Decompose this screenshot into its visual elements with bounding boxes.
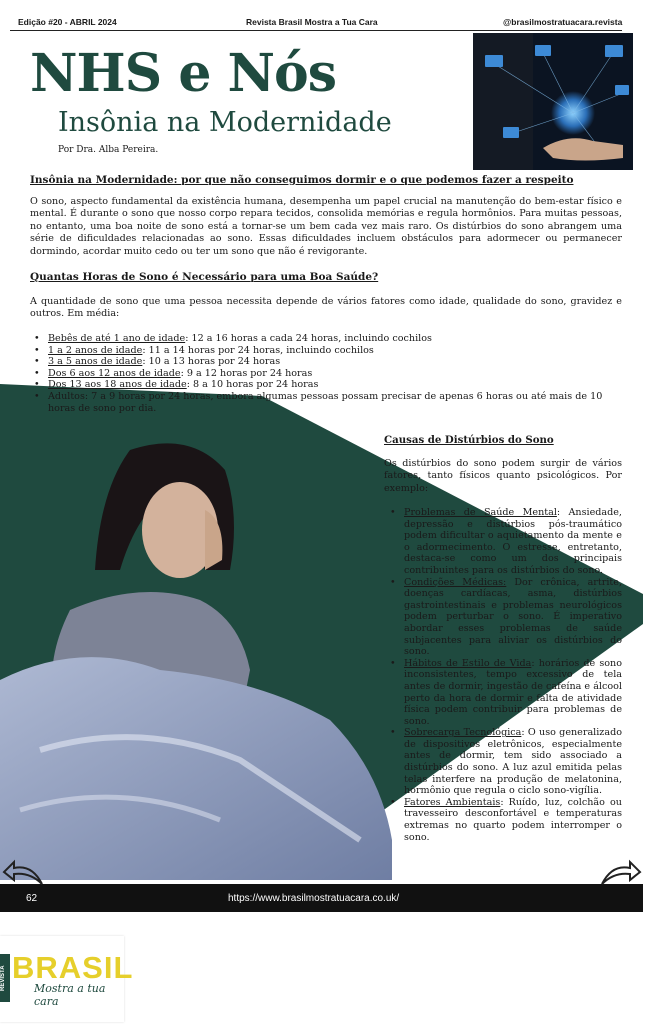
list-item: • Sobrecarga Tecnológica: O uso generalizado de dispositivos eletrônicos, especialmente antes de dormir, tem sido associado a distúrbios do sono. A luz azul emitida pelas telas interfere na produção de melatonina, hormônio que regula o ciclo sono-vigília. (386, 727, 622, 797)
list-item: • Dos 13 aos 18 anos de idade: 8 a 10 horas por 24 horas (30, 379, 624, 391)
causes-list (386, 507, 622, 843)
hours-paragraph: A quantidade de sono que uma pessoa necessita depende de vários fatores como idade, qualidade do sono, gravidez e outros. Em média: (30, 296, 622, 320)
logo-tagline: Mostra a tua cara (34, 982, 106, 1008)
list-item: • Adultos: 7 a 9 horas por 24 horas, embora algumas pessoas possam precisar de apenas 6 horas ou até mais de 10 horas de sono por dia. (30, 391, 624, 414)
hours-heading: Quantas Horas de Sono é Necessário para uma Boa Saúde? (30, 271, 379, 283)
insomnia-woman-photo (0, 420, 392, 880)
list-item: • Dos 6 aos 12 anos de idade: 9 a 12 horas por 24 horas (30, 368, 624, 380)
intro-paragraph: O sono, aspecto fundamental da existência humana, desempenha um papel crucial na manutenção do bem-estar físico e mental. É durante o sono que nosso corpo repara tecidos, consolida memórias e regula hormônios. Para muitas pessoas, no entanto, uma boa noite de sono está a tornar-se um bem cada vez mais raro. Os distúrbios do sono abrangem uma série de dificuldades relacionadas ao sono. Essas dificuldades incluem obstáculos para adormecer ou permanecer dormindo, acordar muito cedo ou ter um sono que não é revigorante. (30, 196, 622, 257)
list-item: • Problemas de Saúde Mental: Ansiedade, depressão e distúrbios pós-traumático podem dificultar o aquietamento da mente e o adormecimento. O estresse, entretanto, destaca-se como um dos principais contribuintes para os distúrbios do sono. (386, 507, 622, 577)
next-page-arrow-icon[interactable] (598, 858, 642, 888)
logo-name: BRASIL (12, 950, 134, 985)
social-handle: @brasilmostratuacara.revista (503, 17, 623, 27)
list-item: • 3 a 5 anos de idade: 10 a 13 horas por 24 horas (30, 356, 624, 368)
list-item: • Fatores Ambientais: Ruído, luz, colchão ou travesseiro desconfortável e temperaturas extremas no quarto podem interromper o sono. (386, 797, 622, 843)
list-item: • Condições Médicas: Dor crônica, artrite, doenças cardíacas, asma, distúrbios gastrointestinais e problemas neurológicos podem perturbar o sono. É imperativo abordar esses problemas de saúde subjacentes para aliviar os distúrbios do sono. (386, 577, 622, 658)
causes-heading: Causas de Distúrbios do Sono (384, 434, 554, 446)
list-item: • 1 a 2 anos de idade: 11 a 14 horas por 24 horas, incluindo cochilos (30, 345, 624, 357)
website-link[interactable]: https://www.brasilmostratuacara.co.uk/ (228, 893, 400, 904)
causes-paragraph: Os distúrbios do sono podem surgir de vários fatores, tanto físicos quanto psicológicos. Por exemplo: (384, 458, 622, 494)
magazine-name: Revista Brasil Mostra a Tua Cara (246, 17, 378, 27)
logo-side-label: REVISTA (0, 954, 10, 1002)
page-title: NHS e Nós (30, 43, 336, 104)
edition-label: Edição #20 - ABRIL 2024 (18, 17, 117, 27)
page-footer (0, 884, 643, 912)
prev-page-arrow-icon[interactable] (2, 858, 46, 888)
page-subtitle: Insônia na Modernidade (58, 107, 392, 138)
page-number: 62 (26, 893, 38, 904)
hours-list (30, 333, 624, 414)
list-item: • Bebês de até 1 ano de idade: 12 a 16 horas a cada 24 horas, incluindo cochilos (30, 333, 624, 345)
section-heading: Insônia na Modernidade: por que não conseguimos dormir e o que podemos fazer a respeito (30, 174, 574, 186)
author-byline: Por Dra. Alba Pereira. (58, 145, 159, 155)
list-item: • Hábitos de Estilo de Vida: horários de sono inconsistentes, tempo excessivo de tela antes de dormir, ingestão de cafeína e álcool perto da hora de dormir e falta de atividade física podem contribuir para problemas de sono. (386, 658, 622, 728)
